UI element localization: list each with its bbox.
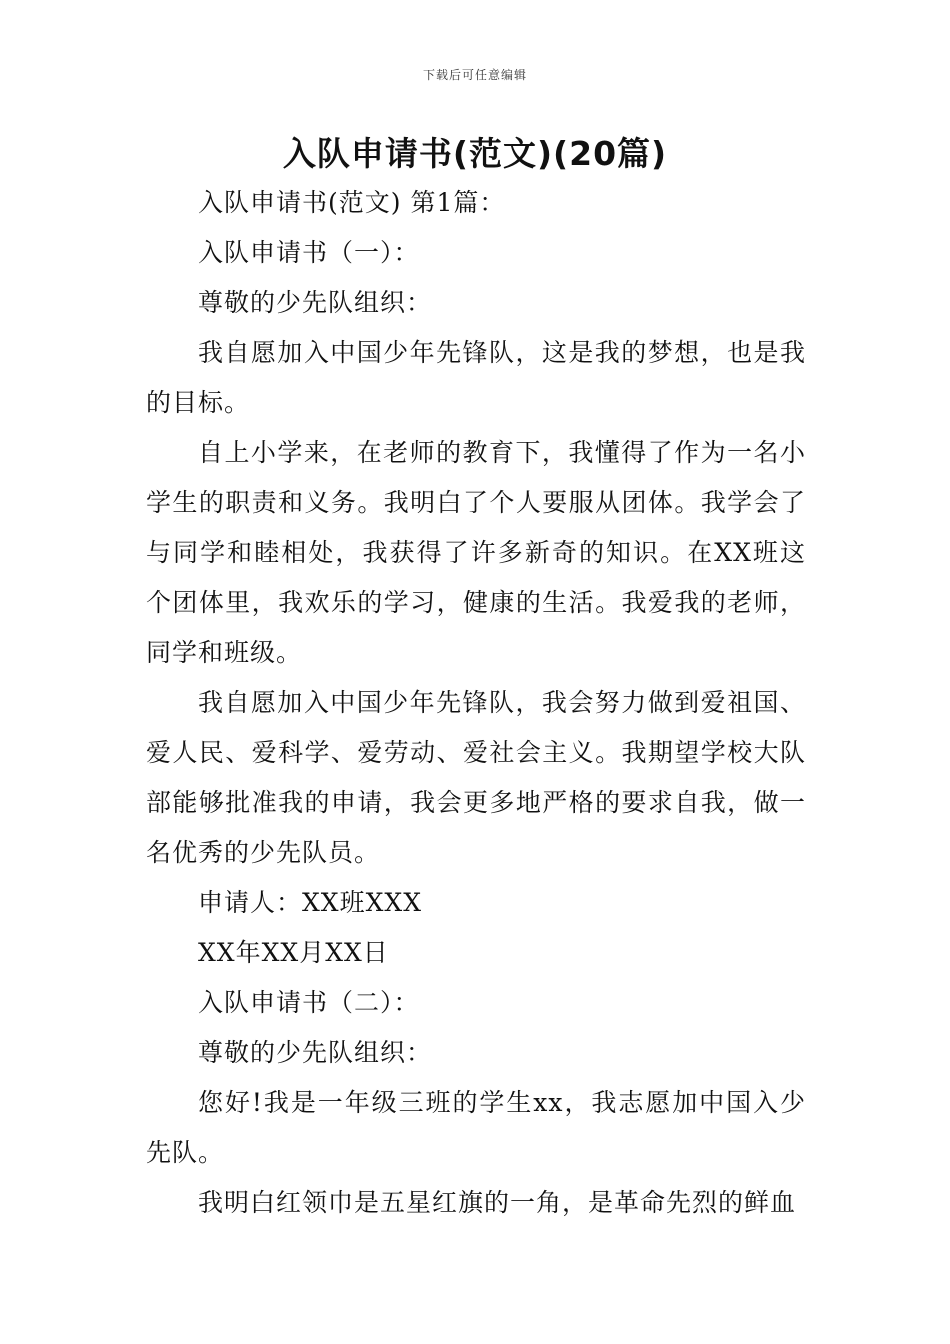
letter-heading: 入队申请书（二）：	[198, 988, 420, 1017]
letter-heading: 入队申请书（一）：	[198, 238, 420, 267]
document-title: 入队申请书(范文)(20篇)	[282, 134, 668, 173]
signature-date: XX年XX月XX日	[198, 938, 389, 967]
paragraph: 您好!我是一年级三班的学生xx，我志愿加中国入少先队。	[146, 1088, 806, 1167]
paragraph: 我自愿加入中国少年先锋队，我会努力做到爱祖国、爱人民、爱科学、爱劳动、爱社会主义。我期望学校大队部能够批准我的申请，我会更多地严格的要求自我，做一名优秀的少先队员。	[146, 688, 806, 867]
section-heading: 入队申请书(范文) 第1篇：	[198, 188, 506, 217]
salutation: 尊敬的少先队组织：	[198, 288, 433, 317]
signature-applicant: 申请人：XX班XXX	[198, 888, 422, 917]
header-note: 下载后可任意编辑	[422, 68, 527, 82]
paragraph: 我自愿加入中国少年先锋队，这是我的梦想，也是我的目标。	[146, 338, 806, 417]
paragraph: 自上小学来，在老师的教育下，我懂得了作为一名小学生的职责和义务。我明白了个人要服从团体。我学会了与同学和睦相处，我获得了许多新奇的知识。在XX班这个团体里，我欢乐的学习，健康的生活。我爱我的老师，同学和班级。	[146, 438, 806, 667]
paragraph: 我明白红领巾是五星红旗的一角，是革命先烈的鲜血	[198, 1188, 797, 1217]
document-body	[146, 178, 806, 1228]
salutation: 尊敬的少先队组织：	[198, 1038, 433, 1067]
